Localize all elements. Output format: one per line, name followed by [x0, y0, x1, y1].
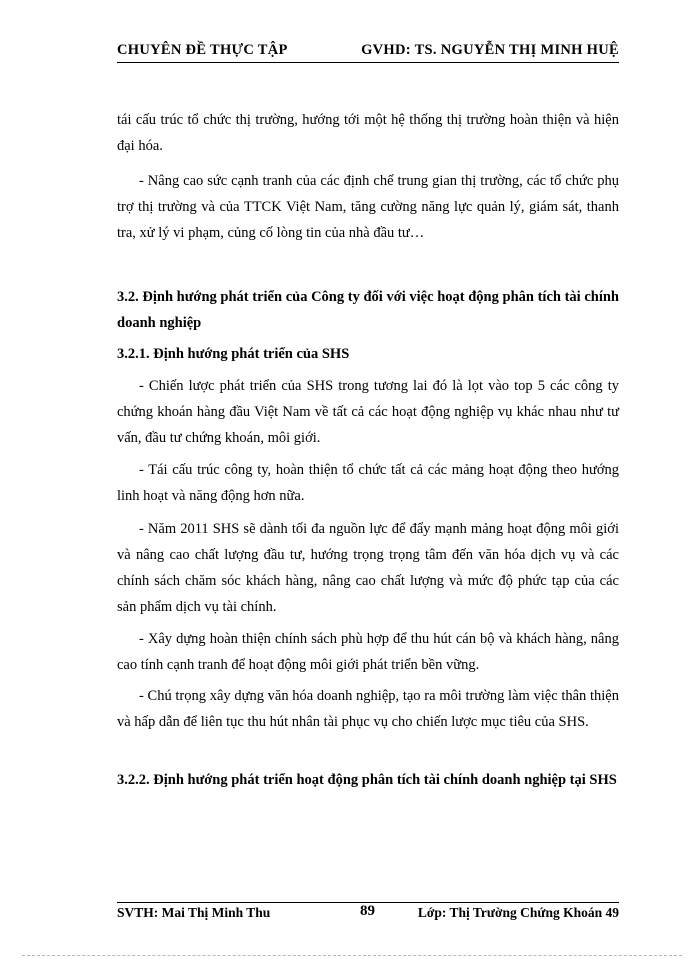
- paragraph-5: - Năm 2011 SHS sẽ dành tối đa nguồn lực để đẩy mạnh mảng hoạt động môi giới và nâng cao chất lượng đầu tư, hướng trọng trọng tâm đến văn hóa dịch vụ và các chính sách chăm sóc khách hàng, nâng cao chất lượng và mức độ phức tạp của các sản phẩm dịch vụ tài chính.: [117, 521, 619, 615]
- page-header: [117, 40, 619, 63]
- page-bottom-divider: [22, 955, 682, 956]
- footer-class: Lớp: Thị Trường Chứng Khoán 49: [417, 905, 619, 920]
- paragraph-6: - Xây dựng hoàn thiện chính sách phù hợp để thu hút cán bộ và khách hàng, nâng cao tính cạnh tranh để hoạt động môi giới phát triển bền vững.: [117, 631, 619, 673]
- header-supervisor: GVHD: TS. NGUYỄN THỊ MINH HUỆ: [361, 42, 619, 58]
- footer-student: SVTH: Mai Thị Minh Thu: [117, 905, 271, 920]
- subsection-heading-3-2-1: 3.2.1. Định hướng phát triển của SHS: [117, 346, 350, 362]
- paragraph-3: - Chiến lược phát triển của SHS trong tương lai đó là lọt vào top 5 các công ty chứng khoán hàng đầu Việt Nam về tất cả các hoạt động nghiệp vụ khác nhau như tư vấn, đầu tư chứng khoán, môi giới.: [117, 378, 619, 446]
- subsection-heading-3-2-2: 3.2.2. Định hướng phát triển hoạt động phân tích tài chính doanh nghiệp tại SHS: [117, 772, 617, 788]
- paragraph-1: tái cấu trúc tổ chức thị trường, hướng tới một hệ thống thị trường hoàn thiện và hiện đại hóa.: [117, 112, 619, 154]
- page-footer: [117, 902, 619, 923]
- paragraph-7: - Chú trọng xây dựng văn hóa doanh nghiệp, tạo ra môi trường làm việc thân thiện và hấp dẫn để liên tục thu hút nhân tài phục vụ cho chiến lược mục tiêu của SHS.: [117, 688, 619, 730]
- header-topic: CHUYÊN ĐỀ THỰC TẬP: [117, 42, 288, 58]
- section-heading-3-2: 3.2. Định hướng phát triển của Công ty đối với việc hoạt động phân tích tài chính doanh nghiệp: [117, 289, 619, 331]
- paragraph-4: - Tái cấu trúc công ty, hoàn thiện tổ chức tất cả các mảng hoạt động theo hướng linh hoạt và năng động hơn nữa.: [117, 462, 619, 504]
- paragraph-2: - Nâng cao sức cạnh tranh của các định chế trung gian thị trường, các tổ chức phụ trợ thị trường và của TTCK Việt Nam, tăng cường năng lực quản lý, giám sát, thanh tra, xử lý vi phạm, củng cố lòng tin của nhà đầu tư…: [117, 173, 619, 241]
- page-number: 89: [360, 903, 375, 919]
